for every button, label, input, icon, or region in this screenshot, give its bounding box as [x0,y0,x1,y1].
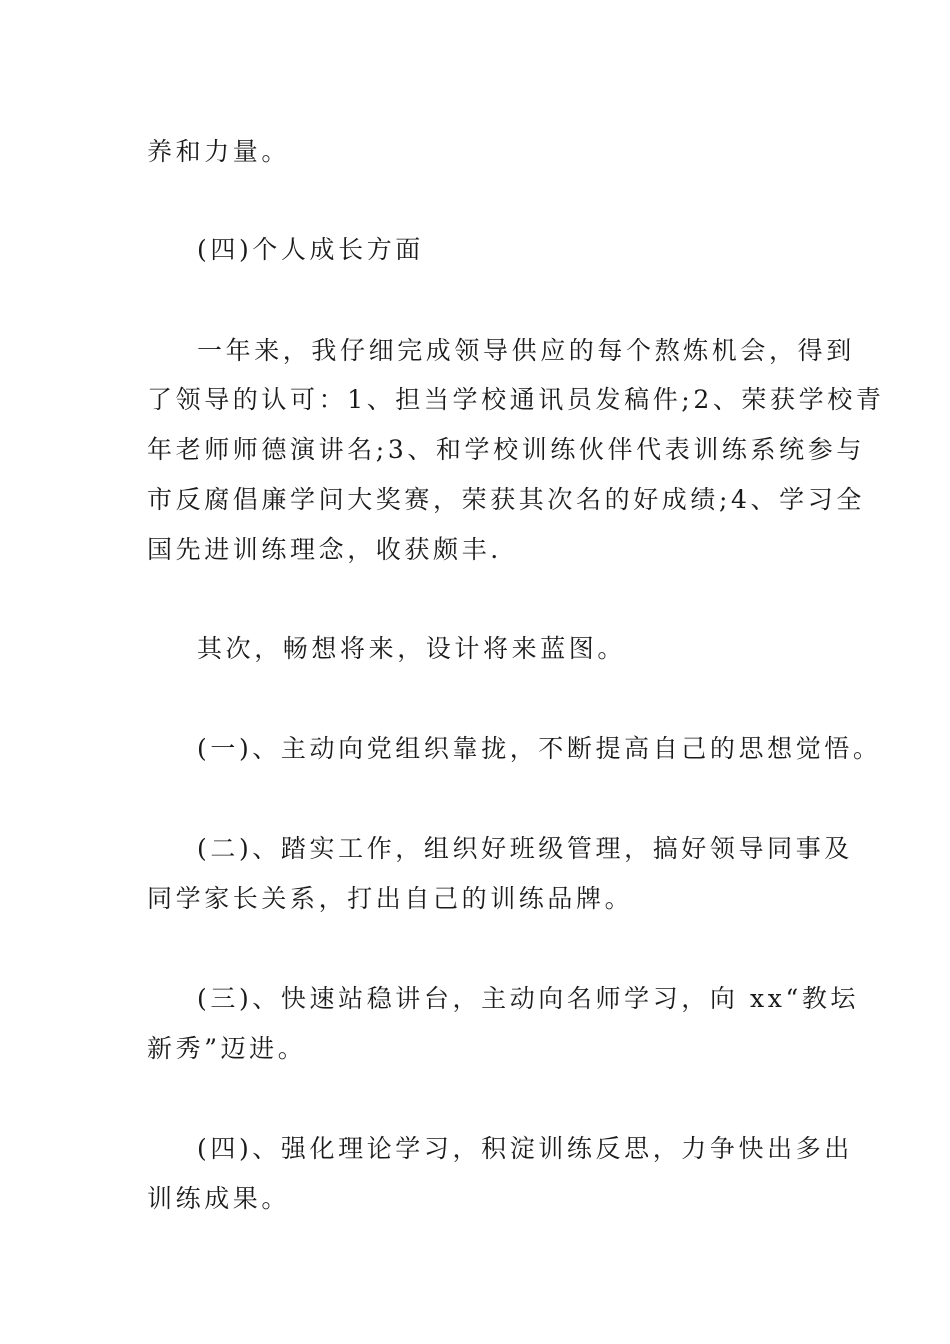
section-heading: (四)个人成长方面 [197,235,424,264]
list-item: (一)、主动向党组织靠拢，不断提高自己的思想觉悟。 [197,734,882,763]
list-item: (四)、强化理论学习，积淀训练反思，力争快出多出 [197,1134,853,1163]
list-item: (三)、快速站稳讲台，主动向名师学习，向 xx“教坛 [197,984,860,1013]
text-line: 新秀”迈进。 [147,1034,307,1063]
text-line: 其次，畅想将来，设计将来蓝图。 [197,634,627,663]
text-line: 一年来，我仔细完成领导供应的每个熬炼机会，得到 [197,336,855,365]
text-line: 训练成果。 [147,1184,291,1213]
list-item: (二)、踏实工作，组织好班级管理，搞好领导同事及 [197,834,853,863]
text-line: 国先进训练理念，收获颇丰. [147,535,502,564]
text-line: 同学家长关系，打出自己的训练品牌。 [147,884,634,913]
text-line: 年老师师德演讲名;3、和学校训练伙伴代表训练系统参与 [147,435,865,464]
text-line: 市反腐倡廉学问大奖赛，荣获其次名的好成绩;4、学习全 [147,485,865,514]
text-line: 养和力量。 [147,137,291,166]
text-line: 了领导的认可：1、担当学校通讯员发稿件;2、荣获学校青 [147,385,885,414]
